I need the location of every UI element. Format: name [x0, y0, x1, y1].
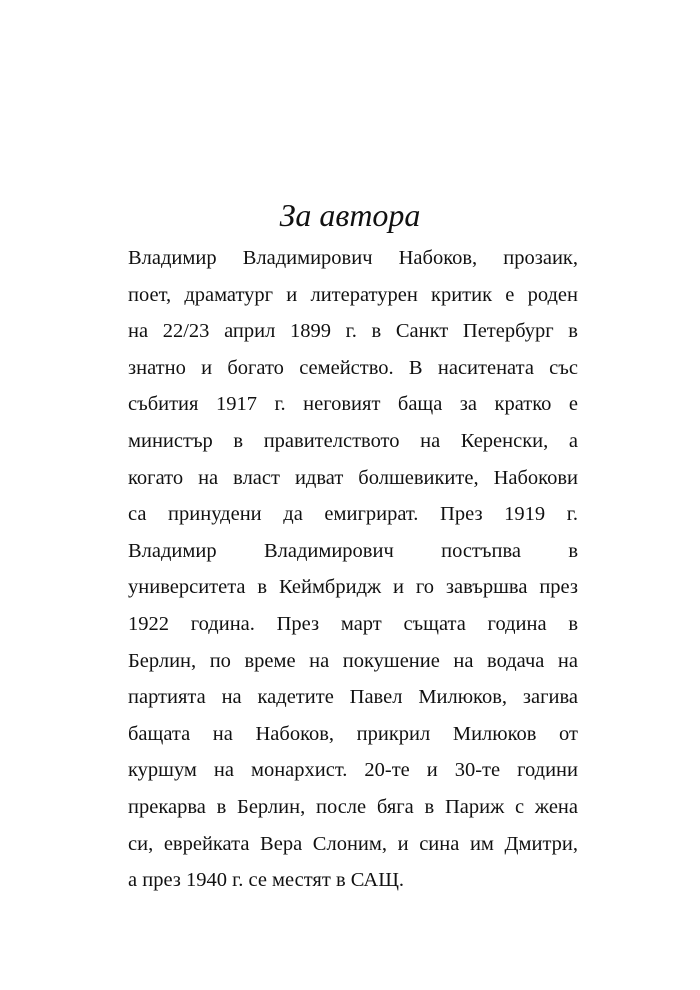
text-line: са принудени да емигрират. През 1919 г.: [128, 503, 578, 526]
page-title: За автора: [279, 197, 421, 233]
text-line: на 22/23 април 1899 г. в Санкт Петербург в: [128, 320, 578, 343]
text-line: Владимир Владимирович Набоков, прозаик,: [128, 247, 578, 269]
text-line: министър в правителството на Керенски, а: [128, 429, 578, 452]
body-paragraph: [128, 240, 578, 899]
text-line: а през 1940 г. се местят в САЩ.: [128, 869, 405, 892]
text-line: знатно и богато семейство. В наситената със: [128, 356, 578, 379]
text-line: поет, драматург и литературен критик е роден: [128, 283, 578, 306]
text-line: куршум на монархист. 20-те и 30-те години: [128, 759, 578, 782]
text-line: партията на кадетите Павел Милюков, загива: [128, 686, 578, 709]
text-line: събития 1917 г. неговият баща за кратко е: [128, 393, 578, 416]
text-line: Берлин, по време на покушение на водача на: [128, 649, 578, 672]
text-line: си, еврейката Вера Слоним, и сина им Дмитри,: [128, 832, 578, 855]
text-line: Владимир Владимирович постъпва в: [128, 539, 578, 562]
text-line: когато на власт идват болшевиките, Набокови: [128, 466, 578, 489]
text-line: 1922 година. През март същата година в: [128, 612, 578, 635]
text-line: университета в Кеймбридж и го завършва през: [128, 576, 578, 599]
text-line: бащата на Набоков, прикрил Милюков от: [128, 722, 578, 745]
text-line: прекарва в Берлин, после бяга в Париж с жена: [128, 795, 578, 818]
